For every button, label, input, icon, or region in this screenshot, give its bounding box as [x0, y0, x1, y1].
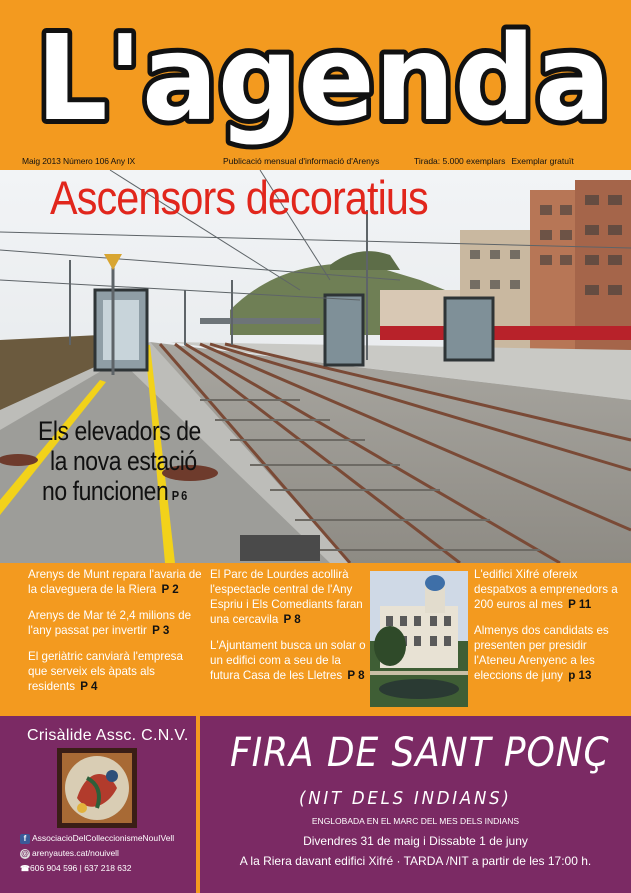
page-ref: P 8: [347, 669, 365, 682]
page-ref: P 11: [568, 598, 592, 611]
subheadline-page-ref: P 6: [171, 488, 187, 503]
tagline: Publicació mensual d'informació d'Arenys: [223, 156, 380, 166]
ad-website[interactable]: [20, 848, 119, 859]
page-ref: p 13: [568, 669, 592, 682]
website-text: arenyautes.cat/nouivell: [32, 848, 119, 858]
news-item-text: L'Ajuntament busca un solar o un edifici com a seu de la futura Casa de les Lletres: [210, 639, 366, 682]
news-item[interactable]: [28, 608, 203, 638]
page-ref: P 8: [283, 613, 301, 626]
news-item-text: Arenys de Mar té 2,4 milions de l'any passat per invertir: [28, 609, 192, 637]
subheadline-line-2: la nova estació: [50, 446, 197, 476]
advertising-band: [0, 716, 631, 893]
ad-title: Crisàlide Assc. C.N.V.: [27, 727, 189, 744]
print-run-info: [414, 156, 574, 166]
subheadline-line-1: Els elevadors de: [38, 416, 201, 446]
page-ref: P 3: [152, 624, 170, 637]
news-item-text: Almenys dos candidats es presenten per presidir l'Ateneu Arenyenc a les eleccions de juny: [474, 624, 609, 682]
subheadline-line-3: [42, 478, 187, 505]
logo: [36, 9, 616, 147]
svg-text:L'agenda: L'agenda: [36, 9, 611, 147]
page-ref: P 2: [161, 583, 179, 596]
issue-info: Maig 2013 Número 106 Any IX: [22, 156, 136, 166]
ad-phone: [20, 863, 131, 874]
page-ref: P 4: [80, 680, 98, 693]
news-item[interactable]: [210, 567, 370, 627]
globe-icon: @: [21, 848, 29, 858]
news-column-left: [28, 567, 203, 705]
phone-text: 606 904 596 | 637 218 632: [30, 863, 132, 873]
facebook-icon: f: [20, 834, 30, 844]
news-item[interactable]: [474, 567, 626, 612]
news-item[interactable]: [28, 567, 203, 597]
news-item[interactable]: [210, 638, 370, 683]
fair-place: A la Riera davant edifici Xifré · TARDA /NIT a partir de les 17:00 h.: [239, 854, 592, 868]
news-column-right: [474, 567, 626, 694]
fair-dates: Divendres 31 de maig i Dissabte 1 de juny: [303, 834, 528, 848]
news-item-text: El Parc de Lourdes acollirà l'espectacle central de l'Any Espriu i Els Comediants faran una cercavila: [210, 568, 363, 626]
print-run: Tirada: 5.000 exemplars: [414, 156, 506, 166]
ad-crisalide[interactable]: [0, 716, 200, 893]
news-column-middle: [210, 567, 370, 694]
building-photo: [370, 571, 468, 707]
news-item[interactable]: [474, 623, 626, 683]
masthead: [0, 0, 631, 170]
news-item-text: Arenys de Munt repara l'avaria de la claveguera de la Riera: [28, 568, 202, 596]
fair-subtitle: (NIT DELS INDIANS): [299, 788, 512, 809]
facebook-text: AssociacioDelColleccionismeNouIVell: [32, 833, 175, 843]
news-band: [0, 563, 631, 716]
ad-artwork: [57, 748, 137, 828]
free-label: Exemplar gratuït: [511, 156, 574, 166]
phone-icon: ☎: [20, 863, 30, 873]
news-item-text: El geriàtric canviarà l'empresa que serveix els àpats als residents: [28, 650, 183, 693]
logo-graphic: [36, 9, 616, 147]
news-item-text: L'edifici Xifré ofereix despatxos a emprenedors a 200 euros al mes: [474, 568, 618, 611]
ad-fira-sant-ponc[interactable]: [200, 716, 631, 893]
news-item[interactable]: [28, 649, 203, 694]
subheadline-line-3-text: no funcionen: [42, 476, 169, 506]
ad-facebook[interactable]: [20, 833, 174, 844]
headline: Ascensors decoratius: [50, 171, 428, 224]
fair-note: ENGLOBADA EN EL MARC DEL MES DELS INDIANS: [311, 816, 520, 826]
fair-title: FIRA DE SANT PONÇ: [230, 730, 610, 776]
